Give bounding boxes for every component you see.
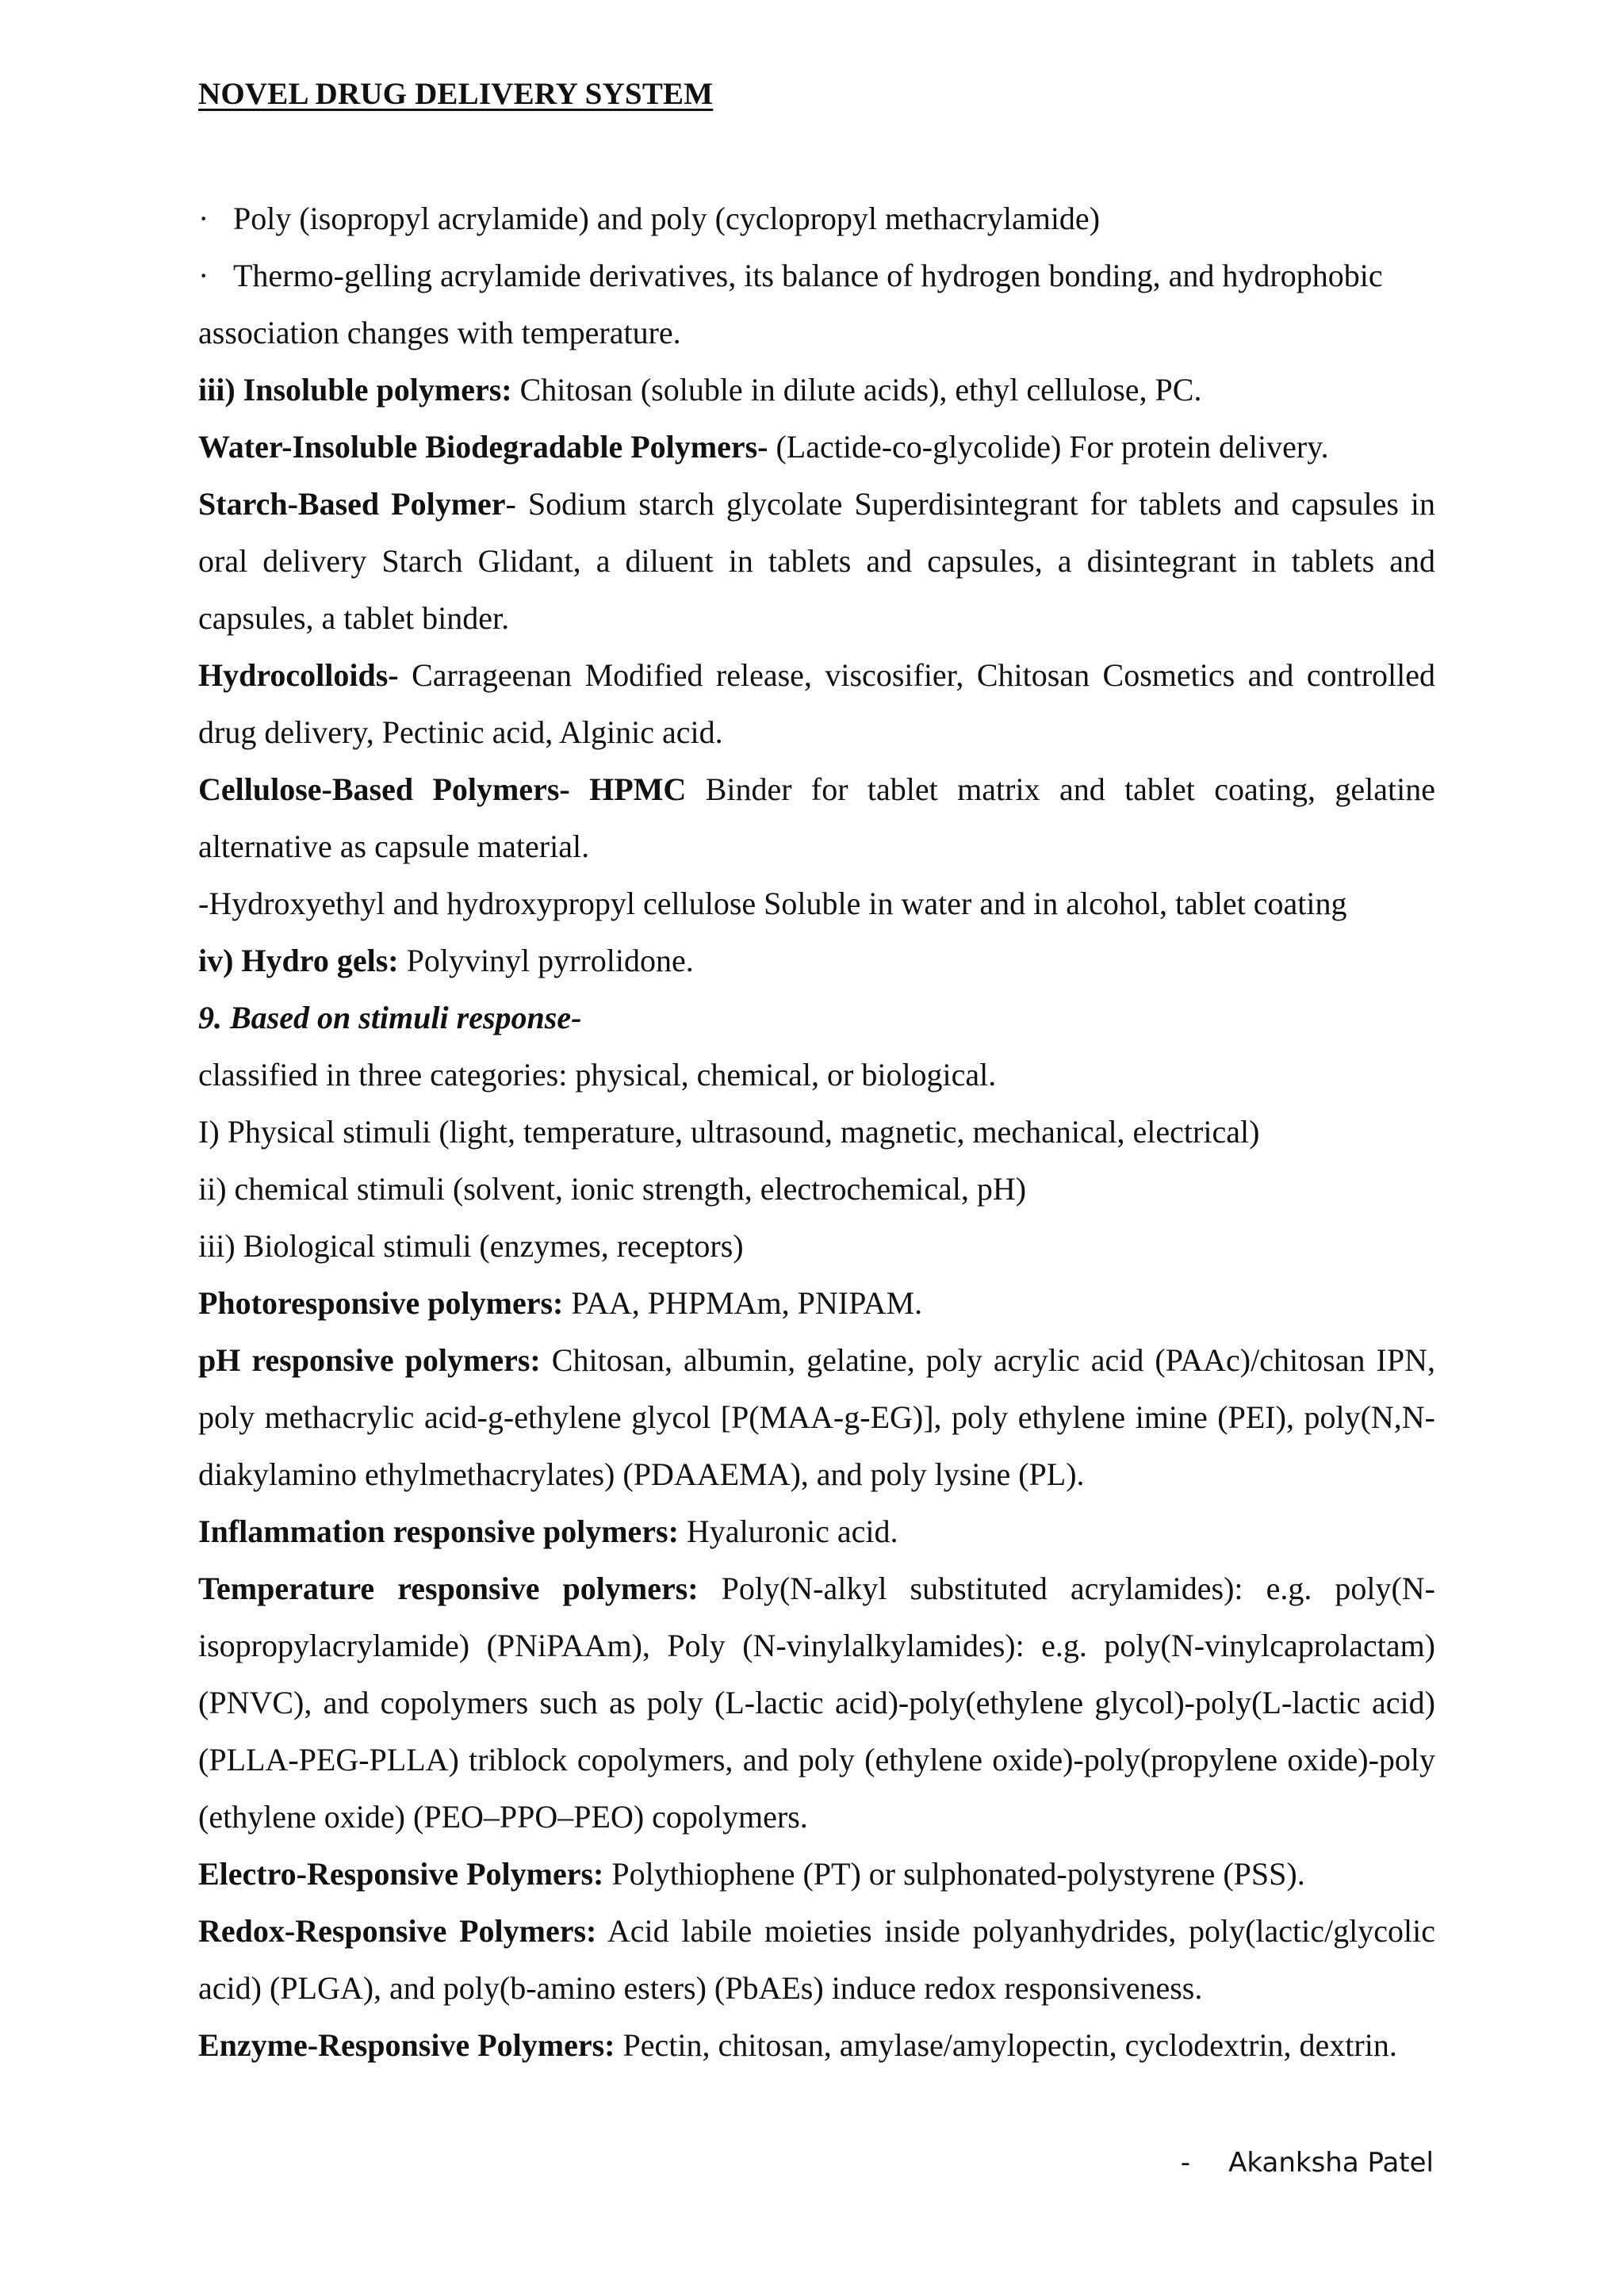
- paragraph-text: Polythiophene (PT) or sulphonated-polystyrene (PSS).: [603, 1856, 1305, 1892]
- paragraph-text: iii) Biological stimuli (enzymes, receptors): [198, 1228, 744, 1264]
- bullet-paragraph: [198, 247, 1435, 362]
- paragraph-text: ii) chemical stimuli (solvent, ionic strength, electrochemical, pH): [198, 1171, 1027, 1207]
- paragraph-text: (Lactide-co-glycolide) For protein delivery.: [768, 429, 1329, 465]
- paragraph: [198, 1903, 1435, 2017]
- paragraph-text: Chitosan, albumin, gelatine, poly acrylic acid (PAAc)/chitosan IPN, poly methacrylic acid-g-ethylene glycol [P(MAA-g-EG)], poly ethylene imine (PEI), poly(N,N-diakylamino ethylmethacrylates) (PDAAEMA), and poly lysine (PL).: [198, 1342, 1436, 1492]
- paragraph-text: Hyaluronic acid.: [678, 1513, 898, 1549]
- paragraph-text: Thermo-gelling acrylamide derivatives, its balance of hydrogen bonding, and hydrophobic association changes with temperature.: [198, 258, 1383, 350]
- section-heading: [198, 989, 1435, 1047]
- document-body: [198, 190, 1435, 2074]
- paragraph-label: Water-Insoluble Biodegradable Polymers-: [198, 429, 768, 465]
- paragraph: [198, 476, 1435, 647]
- paragraph-label: iii) Insoluble polymers:: [198, 372, 512, 408]
- paragraph: [198, 761, 1435, 875]
- bullet-paragraph: [198, 190, 1435, 247]
- paragraph-text: Pectin, chitosan, amylase/amylopectin, cyclodextrin, dextrin.: [615, 2027, 1397, 2063]
- paragraph: [198, 932, 1435, 989]
- section-heading-text: 9. Based on stimuli response-: [198, 1000, 582, 1035]
- paragraph-text: classified in three categories: physical, chemical, or biological.: [198, 1057, 997, 1093]
- paragraph-text: Acid labile moieties inside polyanhydrides, poly(lactic/glycolic acid) (PLGA), and poly(b-amino esters) (PbAEs) induce redox responsiveness.: [198, 1913, 1435, 2006]
- paragraph: [198, 875, 1435, 932]
- paragraph: [198, 1275, 1435, 1332]
- paragraph: [198, 1503, 1435, 1560]
- paragraph-label: Cellulose-Based Polymers- HPMC: [198, 771, 687, 807]
- bullet-marker: ·: [198, 258, 209, 293]
- paragraph-label: Inflammation responsive polymers:: [198, 1513, 679, 1549]
- paragraph: [198, 1846, 1435, 1903]
- paragraph-label: pH responsive polymers:: [198, 1342, 541, 1378]
- paragraph-text: Polyvinyl pyrrolidone.: [398, 943, 694, 978]
- paragraph-text: Chitosan (soluble in dilute acids), ethyl cellulose, PC.: [511, 372, 1202, 408]
- paragraph-text: -Hydroxyethyl and hydroxypropyl cellulose Soluble in water and in alcohol, tablet coating: [198, 886, 1347, 921]
- paragraph-label: Electro-Responsive Polymers:: [198, 1856, 604, 1892]
- paragraph-text: I) Physical stimuli (light, temperature, ultrasound, magnetic, mechanical, electrical): [198, 1114, 1260, 1150]
- paragraph: [198, 2017, 1435, 2074]
- footer-dash: -: [1180, 2147, 1191, 2179]
- paragraph-label: Redox-Responsive Polymers:: [198, 1913, 597, 1949]
- footer-author: Akanksha Patel: [1228, 2147, 1434, 2179]
- bullet-marker: ·: [198, 201, 209, 236]
- paragraph: [198, 1104, 1435, 1161]
- paragraph-label: iv) Hydro gels:: [198, 943, 399, 978]
- paragraph: [198, 419, 1435, 476]
- paragraph-label: Enzyme-Responsive Polymers:: [198, 2027, 615, 2063]
- paragraph-text: - Sodium starch glycolate Superdisintegrant for tablets and capsules in oral delivery Starch Glidant, a diluent in tablets and capsules, a disintegrant in tablets and capsules, a tablet binder.: [198, 486, 1436, 636]
- paragraph: [198, 1560, 1435, 1846]
- paragraph-label: Temperature responsive polymers:: [198, 1571, 699, 1606]
- paragraph-text: Poly(N-alkyl substituted acrylamides): e.g. poly(N-isopropylacrylamide) (PNiPAAm), Poly (N-vinylalkylamides): e.g. poly(N-vinylcaprolactam) (PNVC), and copolymers such as poly (L-lactic acid)-poly(ethylene glycol)-poly(L-lactic acid) (PLLA-PEG-PLLA) triblock copolymers, and poly (ethylene oxide)-poly(propylene oxide)-poly (ethylene oxide) (PEO–PPO–PEO) copolymers.: [198, 1571, 1435, 1835]
- paragraph-text: PAA, PHPMAm, PNIPAM.: [563, 1285, 923, 1321]
- page-footer: [1181, 2147, 1434, 2179]
- paragraph-label: Photoresponsive polymers:: [198, 1285, 564, 1321]
- paragraph: [198, 1161, 1435, 1218]
- paragraph: [198, 1047, 1435, 1104]
- paragraph: [198, 647, 1435, 761]
- paragraph: [198, 1332, 1435, 1503]
- page-header-title: NOVEL DRUG DELIVERY SYSTEM: [198, 77, 714, 111]
- paragraph-text: Carrageenan Modified release, viscosifier, Chitosan Cosmetics and controlled drug delivery, Pectinic acid, Alginic acid.: [198, 657, 1435, 750]
- paragraph-text: Poly (isopropyl acrylamide) and poly (cyclopropyl methacrylamide): [233, 201, 1101, 236]
- paragraph-label: Hydrocolloids-: [198, 657, 399, 693]
- paragraph: [198, 362, 1435, 419]
- paragraph: [198, 1218, 1435, 1275]
- paragraph-text: Binder for tablet matrix and tablet coating, gelatine alternative as capsule material.: [198, 771, 1435, 864]
- paragraph-label: Starch-Based Polymer: [198, 486, 506, 522]
